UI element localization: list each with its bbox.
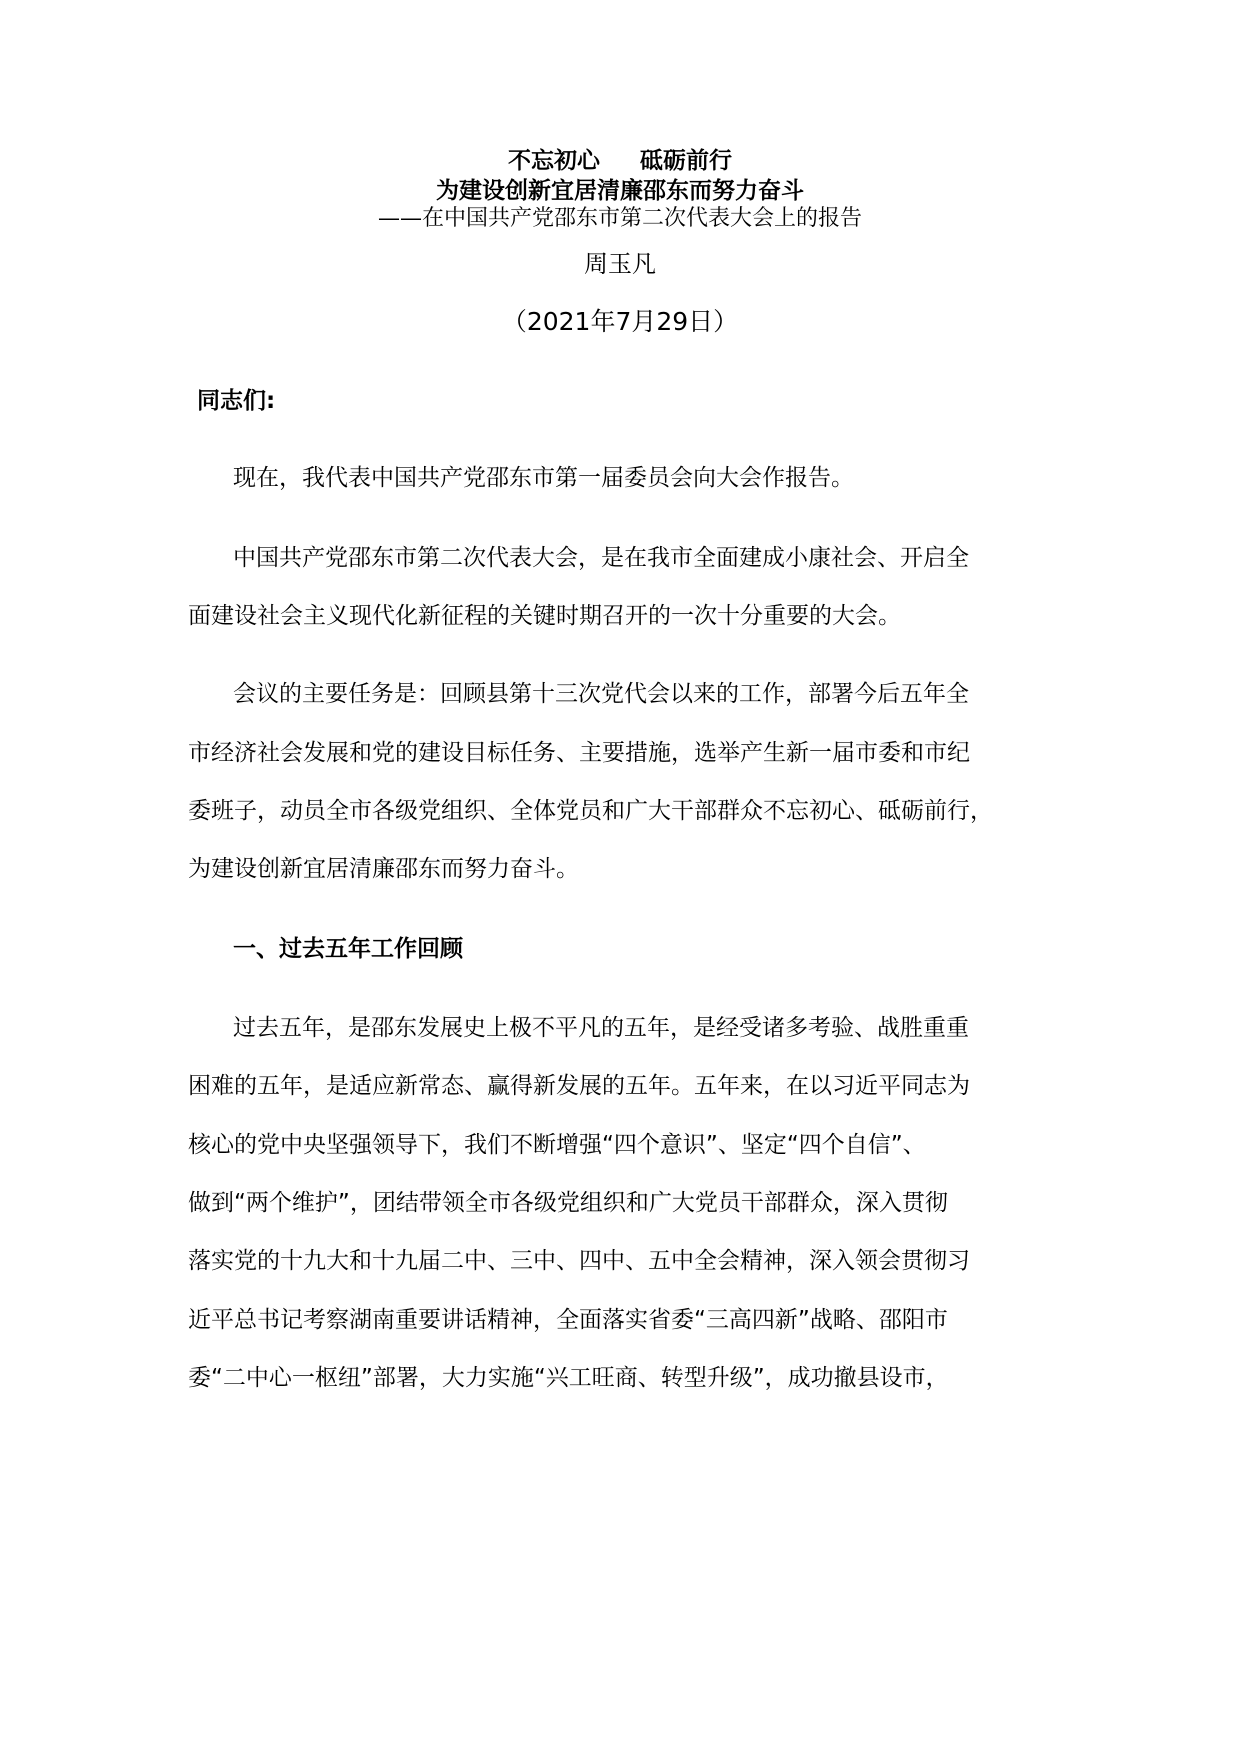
paragraph-4-line-4: 做到“两个维护”，团结带领全市各级党组织和广大党员干部群众，深入贯彻 [188, 1190, 948, 1216]
paragraph-4-line-1: 过去五年，是邵东发展史上极不平凡的五年，是经受诸多考验、战胜重重 [233, 1015, 969, 1041]
report-date: （2021年7月29日） [501, 307, 739, 336]
paragraph-1-line-1: 现在，我代表中国共产党邵东市第一届委员会向大会作报告。 [233, 465, 854, 491]
paragraph-3-line-4: 为建设创新宜居清廉邵东而努力奋斗。 [188, 856, 579, 882]
paragraph-4-line-6: 近平总书记考察湖南重要讲话精神，全面落实省委“三高四新”战略、邵阳市 [188, 1307, 948, 1333]
paragraph-3-line-1: 会议的主要任务是：回顾县第十三次党代会以来的工作，部署今后五年全 [233, 681, 969, 707]
paragraph-3-line-3: 委班子，动员全市各级党组织、全体党员和广大干部群众不忘初心、砥砺前行， [188, 798, 993, 824]
paragraph-2-line-2: 面建设社会主义现代化新征程的关键时期召开的一次十分重要的大会。 [188, 603, 901, 629]
title-line-2: 为建设创新宜居清廉邵东而努力奋斗 [436, 178, 804, 204]
paragraph-4-line-3: 核心的党中央坚强领导下，我们不断增强“四个意识”、坚定“四个自信”、 [188, 1132, 926, 1158]
paragraph-4-line-5: 落实党的十九大和十九届二中、三中、四中、五中全会精神，深入领会贯彻习 [188, 1248, 970, 1274]
title-part-1: 不忘初心 [508, 148, 600, 174]
salutation: 同志们: [197, 388, 276, 414]
paragraph-4-line-7: 委“二中心一枢纽”部署，大力实施“兴工旺商、转型升级”，成功撤县设市， [188, 1365, 949, 1391]
paragraph-3-line-2: 市经济社会发展和党的建设目标任务、主要措施，选举产生新一届市委和市纪 [188, 740, 970, 766]
subtitle: ——在中国共产党邵东市第二次代表大会上的报告 [377, 206, 862, 231]
title-part-2: 砥砺前行 [640, 148, 732, 174]
paragraph-4-line-2: 困难的五年，是适应新常态、赢得新发展的五年。五年来，在以习近平同志为 [188, 1073, 970, 1099]
section-1-heading: 一、过去五年工作回顾 [233, 936, 463, 962]
paragraph-2-line-1: 中国共产党邵东市第二次代表大会，是在我市全面建成小康社会、开启全 [233, 545, 969, 571]
author-name: 周玉凡 [584, 250, 656, 278]
title-line-1 [0, 146, 1240, 176]
